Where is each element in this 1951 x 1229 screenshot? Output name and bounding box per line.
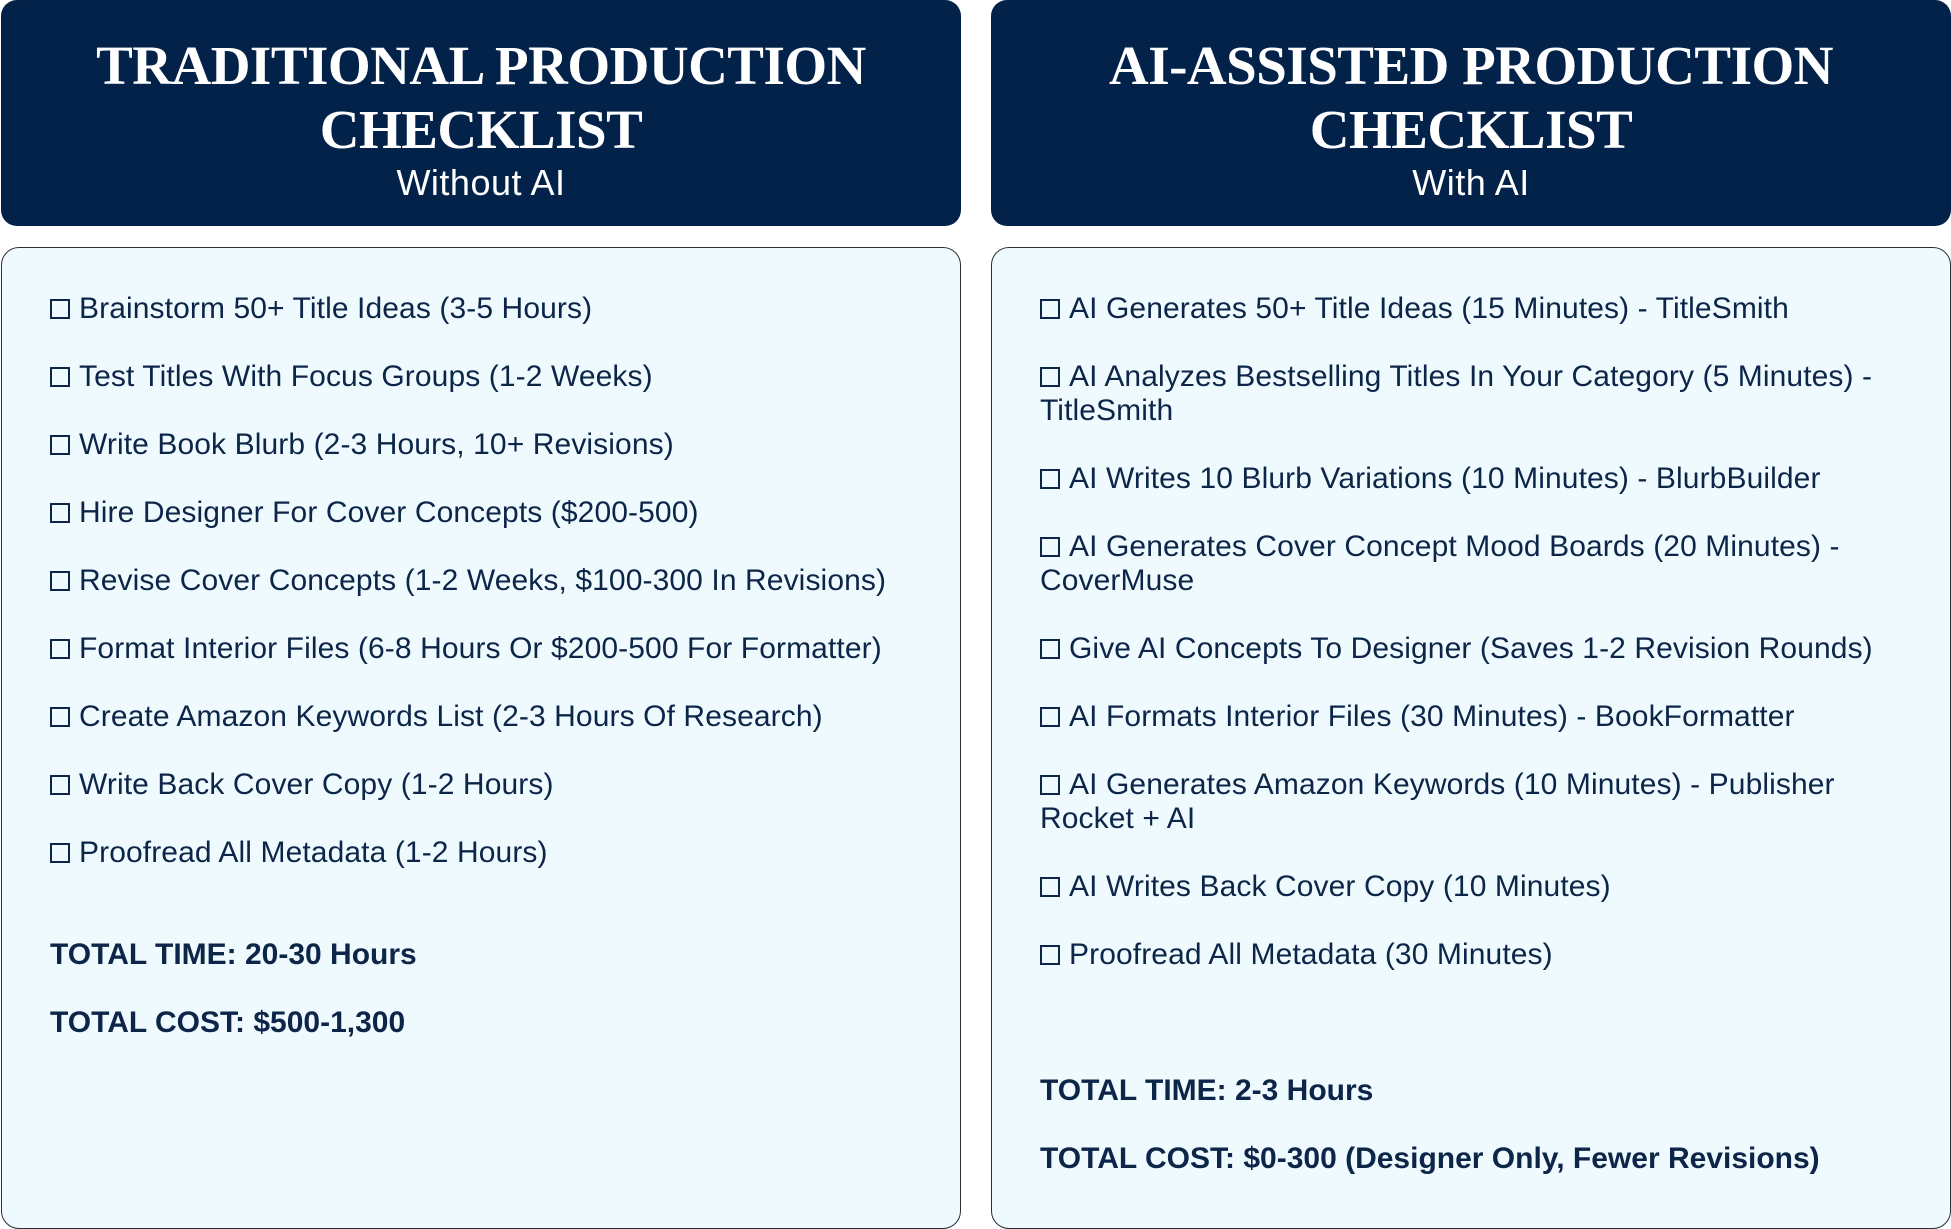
checklist-item <box>50 496 920 530</box>
ai-assisted-header <box>991 0 1951 226</box>
checkbox[interactable] <box>50 775 70 795</box>
checklist-item <box>1040 292 1910 326</box>
checklist-item-label: Hire Designer For Cover Concepts ($200-500) <box>79 496 699 529</box>
checkbox[interactable] <box>50 843 70 863</box>
traditional-checklist-panel <box>1 247 961 1229</box>
checklist-item <box>50 292 920 326</box>
traditional-totals <box>50 938 920 1040</box>
checklist-item-label: AI Generates 50+ Title Ideas (15 Minutes) - TitleSmith <box>1069 292 1789 325</box>
checkbox[interactable] <box>1040 299 1060 319</box>
total-cost: TOTAL COST: $0-300 (Designer Only, Fewer Revisions) <box>1040 1142 1820 1175</box>
checklist-item <box>1040 632 1910 666</box>
checklist-item <box>1040 938 1910 972</box>
checkbox[interactable] <box>50 435 70 455</box>
checklist-item-label: Test Titles With Focus Groups (1-2 Weeks) <box>79 360 653 393</box>
checkbox[interactable] <box>1040 707 1060 727</box>
checklist-item-label: Revise Cover Concepts (1-2 Weeks, $100-300 In Revisions) <box>79 564 887 597</box>
checklist-item <box>50 700 920 734</box>
checklist-item <box>1040 462 1910 496</box>
checkbox[interactable] <box>1040 639 1060 659</box>
checkbox[interactable] <box>50 503 70 523</box>
total-time: TOTAL TIME: 20-30 Hours <box>50 938 417 971</box>
checklist-item <box>1040 700 1910 734</box>
checklist-item-label: AI Generates Amazon Keywords (10 Minutes) - Publisher Rocket + AI <box>1040 768 1835 835</box>
checklist-item <box>50 428 920 462</box>
checklist-item <box>50 360 920 394</box>
checklist-item-label: AI Writes Back Cover Copy (10 Minutes) <box>1069 870 1611 903</box>
checkbox[interactable] <box>1040 775 1060 795</box>
checklist-item-label: Create Amazon Keywords List (2-3 Hours Of Research) <box>79 700 823 733</box>
checkbox[interactable] <box>50 639 70 659</box>
checklist-item-label: AI Analyzes Bestselling Titles In Your Category (5 Minutes) - TitleSmith <box>1040 360 1873 427</box>
checklist-item-label: AI Generates Cover Concept Mood Boards (20 Minutes) - CoverMuse <box>1040 530 1840 597</box>
checklist-item-label: Proofread All Metadata (1-2 Hours) <box>79 836 548 869</box>
checklist-item <box>50 836 920 870</box>
ai-assisted-subtitle: With AI <box>1412 162 1530 203</box>
ai-assisted-totals <box>1040 1074 1910 1176</box>
checkbox[interactable] <box>1040 367 1060 387</box>
checklist-item <box>50 564 920 598</box>
checklist-item-label: Proofread All Metadata (30 Minutes) <box>1069 938 1553 971</box>
checklist-item-label: Write Back Cover Copy (1-2 Hours) <box>79 768 554 801</box>
checkbox[interactable] <box>50 571 70 591</box>
checklist-item <box>1040 360 1910 428</box>
ai-assisted-checklist-panel <box>991 247 1951 1229</box>
traditional-header <box>1 0 961 226</box>
traditional-title: TRADITIONAL PRODUCTION CHECKLIST <box>96 35 866 160</box>
checklist-item <box>50 632 920 666</box>
checklist-item-label: Brainstorm 50+ Title Ideas (3-5 Hours) <box>79 292 593 325</box>
checkbox[interactable] <box>1040 537 1060 557</box>
total-cost: TOTAL COST: $500-1,300 <box>50 1006 406 1039</box>
total-time: TOTAL TIME: 2-3 Hours <box>1040 1074 1374 1107</box>
checkbox[interactable] <box>1040 469 1060 489</box>
ai-assisted-column <box>991 0 1951 1175</box>
checkbox[interactable] <box>50 367 70 387</box>
checklist-item-label: AI Writes 10 Blurb Variations (10 Minutes) - BlurbBuilder <box>1069 462 1821 495</box>
traditional-subtitle: Without AI <box>396 162 566 203</box>
checklist-item-label: AI Formats Interior Files (30 Minutes) - BookFormatter <box>1069 700 1795 733</box>
checklist-item <box>1040 768 1910 836</box>
checklist-item-label: Write Book Blurb (2-3 Hours, 10+ Revisions) <box>79 428 674 461</box>
checklist-item <box>1040 530 1910 598</box>
checkbox[interactable] <box>50 299 70 319</box>
ai-assisted-title: AI-ASSISTED PRODUCTION CHECKLIST <box>1108 35 1833 160</box>
checklist-item <box>50 768 920 802</box>
checkbox[interactable] <box>50 707 70 727</box>
checklist-item-label: Give AI Concepts To Designer (Saves 1-2 Revision Rounds) <box>1069 632 1873 665</box>
traditional-column <box>1 0 961 1039</box>
checkbox[interactable] <box>1040 877 1060 897</box>
checklist-item <box>1040 870 1910 904</box>
checklist-item-label: Format Interior Files (6-8 Hours Or $200-500 For Formatter) <box>79 632 882 665</box>
checkbox[interactable] <box>1040 945 1060 965</box>
